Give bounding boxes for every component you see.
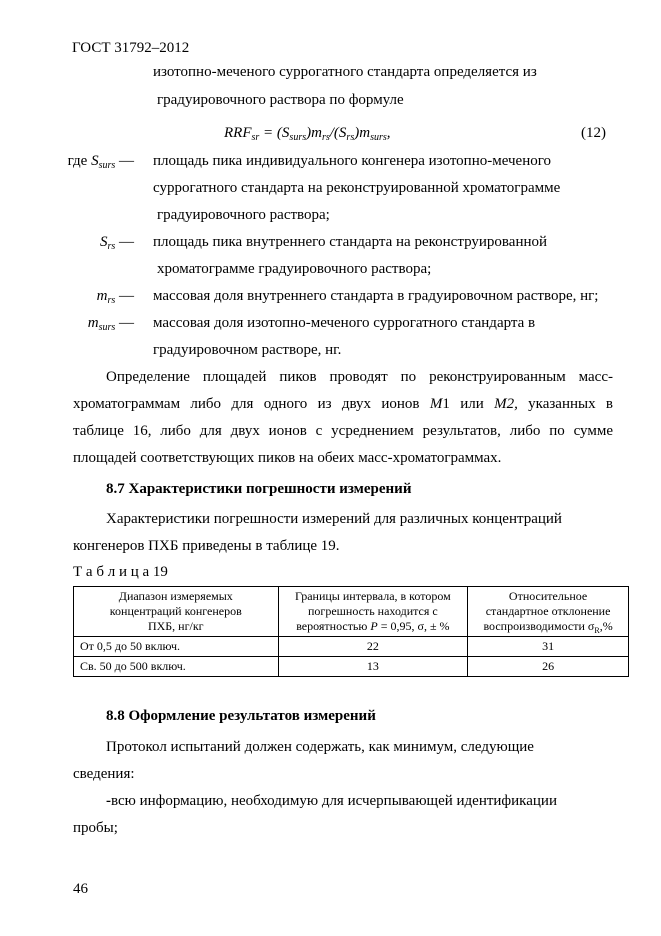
symbol-letter: S xyxy=(91,153,99,169)
table-header-row xyxy=(74,587,629,637)
paragraph-line: таблице 16, либо для двух ионов с усреднением результатов, либо по сумме xyxy=(73,423,613,439)
symbol-letter: m xyxy=(87,315,99,331)
paragraph-line xyxy=(73,396,613,413)
document-id: ГОСТ 31792–2012 xyxy=(72,40,190,56)
formula-sub: rs xyxy=(321,132,330,143)
symbol-sub: rs xyxy=(107,295,116,306)
definition-symbol xyxy=(68,153,134,170)
definition-text: суррогатного стандарта на реконструированной хроматограмме xyxy=(153,180,561,196)
header-line: Диапазон измеряемых xyxy=(118,589,233,603)
header-line xyxy=(282,619,465,634)
ion-number: 2, xyxy=(506,396,518,412)
formula-lhs-sub: sr xyxy=(251,132,260,143)
bullet-text: всю информацию, необходимую для исчерпывающей идентификации xyxy=(111,793,557,809)
column-header-error xyxy=(278,587,468,637)
header-fragment: воспроизводимости σ xyxy=(483,619,595,633)
formula-part: , xyxy=(386,125,391,141)
definition-dash: — xyxy=(115,234,134,250)
formula-part: = ( xyxy=(259,125,282,141)
header-line: погрешность находится с xyxy=(308,604,438,618)
section-heading: 8.8 Оформление результатов измерений xyxy=(106,708,376,724)
ion-symbol: M xyxy=(494,396,507,412)
formula xyxy=(224,125,391,142)
symbol-letter: m xyxy=(96,288,108,304)
paragraph-fragment: указанных в xyxy=(517,396,613,412)
symbol-sub: rs xyxy=(107,241,116,252)
definition-dash: — xyxy=(115,315,134,331)
definition-text: площадь пика индивидуального конгенера изотопно-меченого xyxy=(153,153,552,169)
definition-dash: — xyxy=(115,153,134,169)
paragraph-fragment: или xyxy=(449,396,495,412)
bullet-mark: - xyxy=(106,793,111,809)
table-caption: Т а б л и ц а 19 xyxy=(73,564,168,580)
formula-sub: rs xyxy=(346,132,355,143)
bullet-continuation: пробы; xyxy=(73,820,118,836)
header-fragment: P xyxy=(370,619,378,633)
paragraph-line: конгенеров ПХБ приведены в таблице 19. xyxy=(73,538,340,554)
formula-part: ) xyxy=(306,125,312,141)
formula-part: m xyxy=(359,125,371,141)
cell-repro: 26 xyxy=(468,657,629,677)
header-fragment: = 0,95, σ, ± % xyxy=(377,619,450,633)
definition-dash: — xyxy=(115,288,134,304)
intro-line: изотопно-меченого суррогатного стандарта определяется из xyxy=(153,64,537,80)
definition-text: градуировочного раствора; xyxy=(157,207,330,223)
cell-repro: 31 xyxy=(468,637,629,657)
ion-symbol: M xyxy=(429,396,443,412)
table-row xyxy=(74,657,629,677)
formula-part: S xyxy=(281,125,290,141)
definition-text: массовая доля изотопно-меченого суррогатного стандарта в xyxy=(153,315,536,331)
intro-line: градуировочного раствора по формуле xyxy=(157,92,404,108)
definition-text: градуировочном растворе, нг. xyxy=(153,342,342,358)
formula-part: /( xyxy=(329,125,339,141)
cell-range: От 0,5 до 50 включ. xyxy=(74,637,279,657)
column-header-reproducibility xyxy=(468,587,629,637)
definition-symbol xyxy=(97,288,134,305)
header-line: ПХБ, нг/кг xyxy=(147,619,204,633)
header-fragment: R xyxy=(594,626,600,635)
paragraph-line: сведения: xyxy=(73,766,135,782)
where-word: где xyxy=(67,153,92,169)
symbol-sub: surs xyxy=(98,160,116,171)
definition-symbol xyxy=(88,315,134,332)
formula-sub: surs xyxy=(289,132,307,143)
paragraph-line: площадей соответствующих пиков на обеих масс-хроматограммах. xyxy=(73,450,502,466)
definition-symbol xyxy=(100,234,134,251)
header-fragment: ,% xyxy=(599,619,613,633)
formula-lhs: RRF xyxy=(224,125,252,141)
symbol-sub: surs xyxy=(98,322,116,333)
header-line: концентраций конгенеров xyxy=(109,604,242,618)
formula-sub: surs xyxy=(370,132,387,143)
paragraph-line: Протокол испытаний должен содержать, как минимум, следующие xyxy=(106,739,534,755)
header-line: Относительное xyxy=(508,589,588,603)
formula-part: m xyxy=(311,125,322,141)
column-header-range xyxy=(74,587,279,637)
definition-text: массовая доля внутреннего стандарта в градуировочном растворе, нг; xyxy=(153,288,599,304)
paragraph-line: Определение площадей пиков проводят по реконструированным масс- xyxy=(106,369,613,385)
bullet-item xyxy=(106,793,557,810)
section-heading: 8.7 Характеристики погрешности измерений xyxy=(106,481,412,497)
paragraph-line: Характеристики погрешности измерений для различных концентраций xyxy=(106,511,562,527)
formula-part: S xyxy=(338,125,347,141)
header-fragment: вероятностью xyxy=(296,619,371,633)
table-19 xyxy=(73,586,629,677)
table-row xyxy=(74,637,629,657)
page-number: 46 xyxy=(73,881,88,897)
cell-error: 13 xyxy=(278,657,468,677)
formula-part: ) xyxy=(354,125,360,141)
formula-number: (12) xyxy=(581,125,606,141)
definition-text: хроматограмме градуировочного раствора; xyxy=(157,261,432,277)
cell-error: 22 xyxy=(278,637,468,657)
symbol-letter: S xyxy=(99,234,108,250)
header-line: Границы интервала, в котором xyxy=(295,589,451,603)
ion-number: 1 xyxy=(442,396,450,412)
cell-range: Св. 50 до 500 включ. xyxy=(74,657,279,677)
paragraph-fragment: хроматограммам либо для одного из двух ионов xyxy=(73,396,430,412)
header-line xyxy=(471,619,625,634)
definition-text: площадь пика внутреннего стандарта на реконструированной xyxy=(153,234,548,250)
header-line: стандартное отклонение xyxy=(485,604,611,618)
